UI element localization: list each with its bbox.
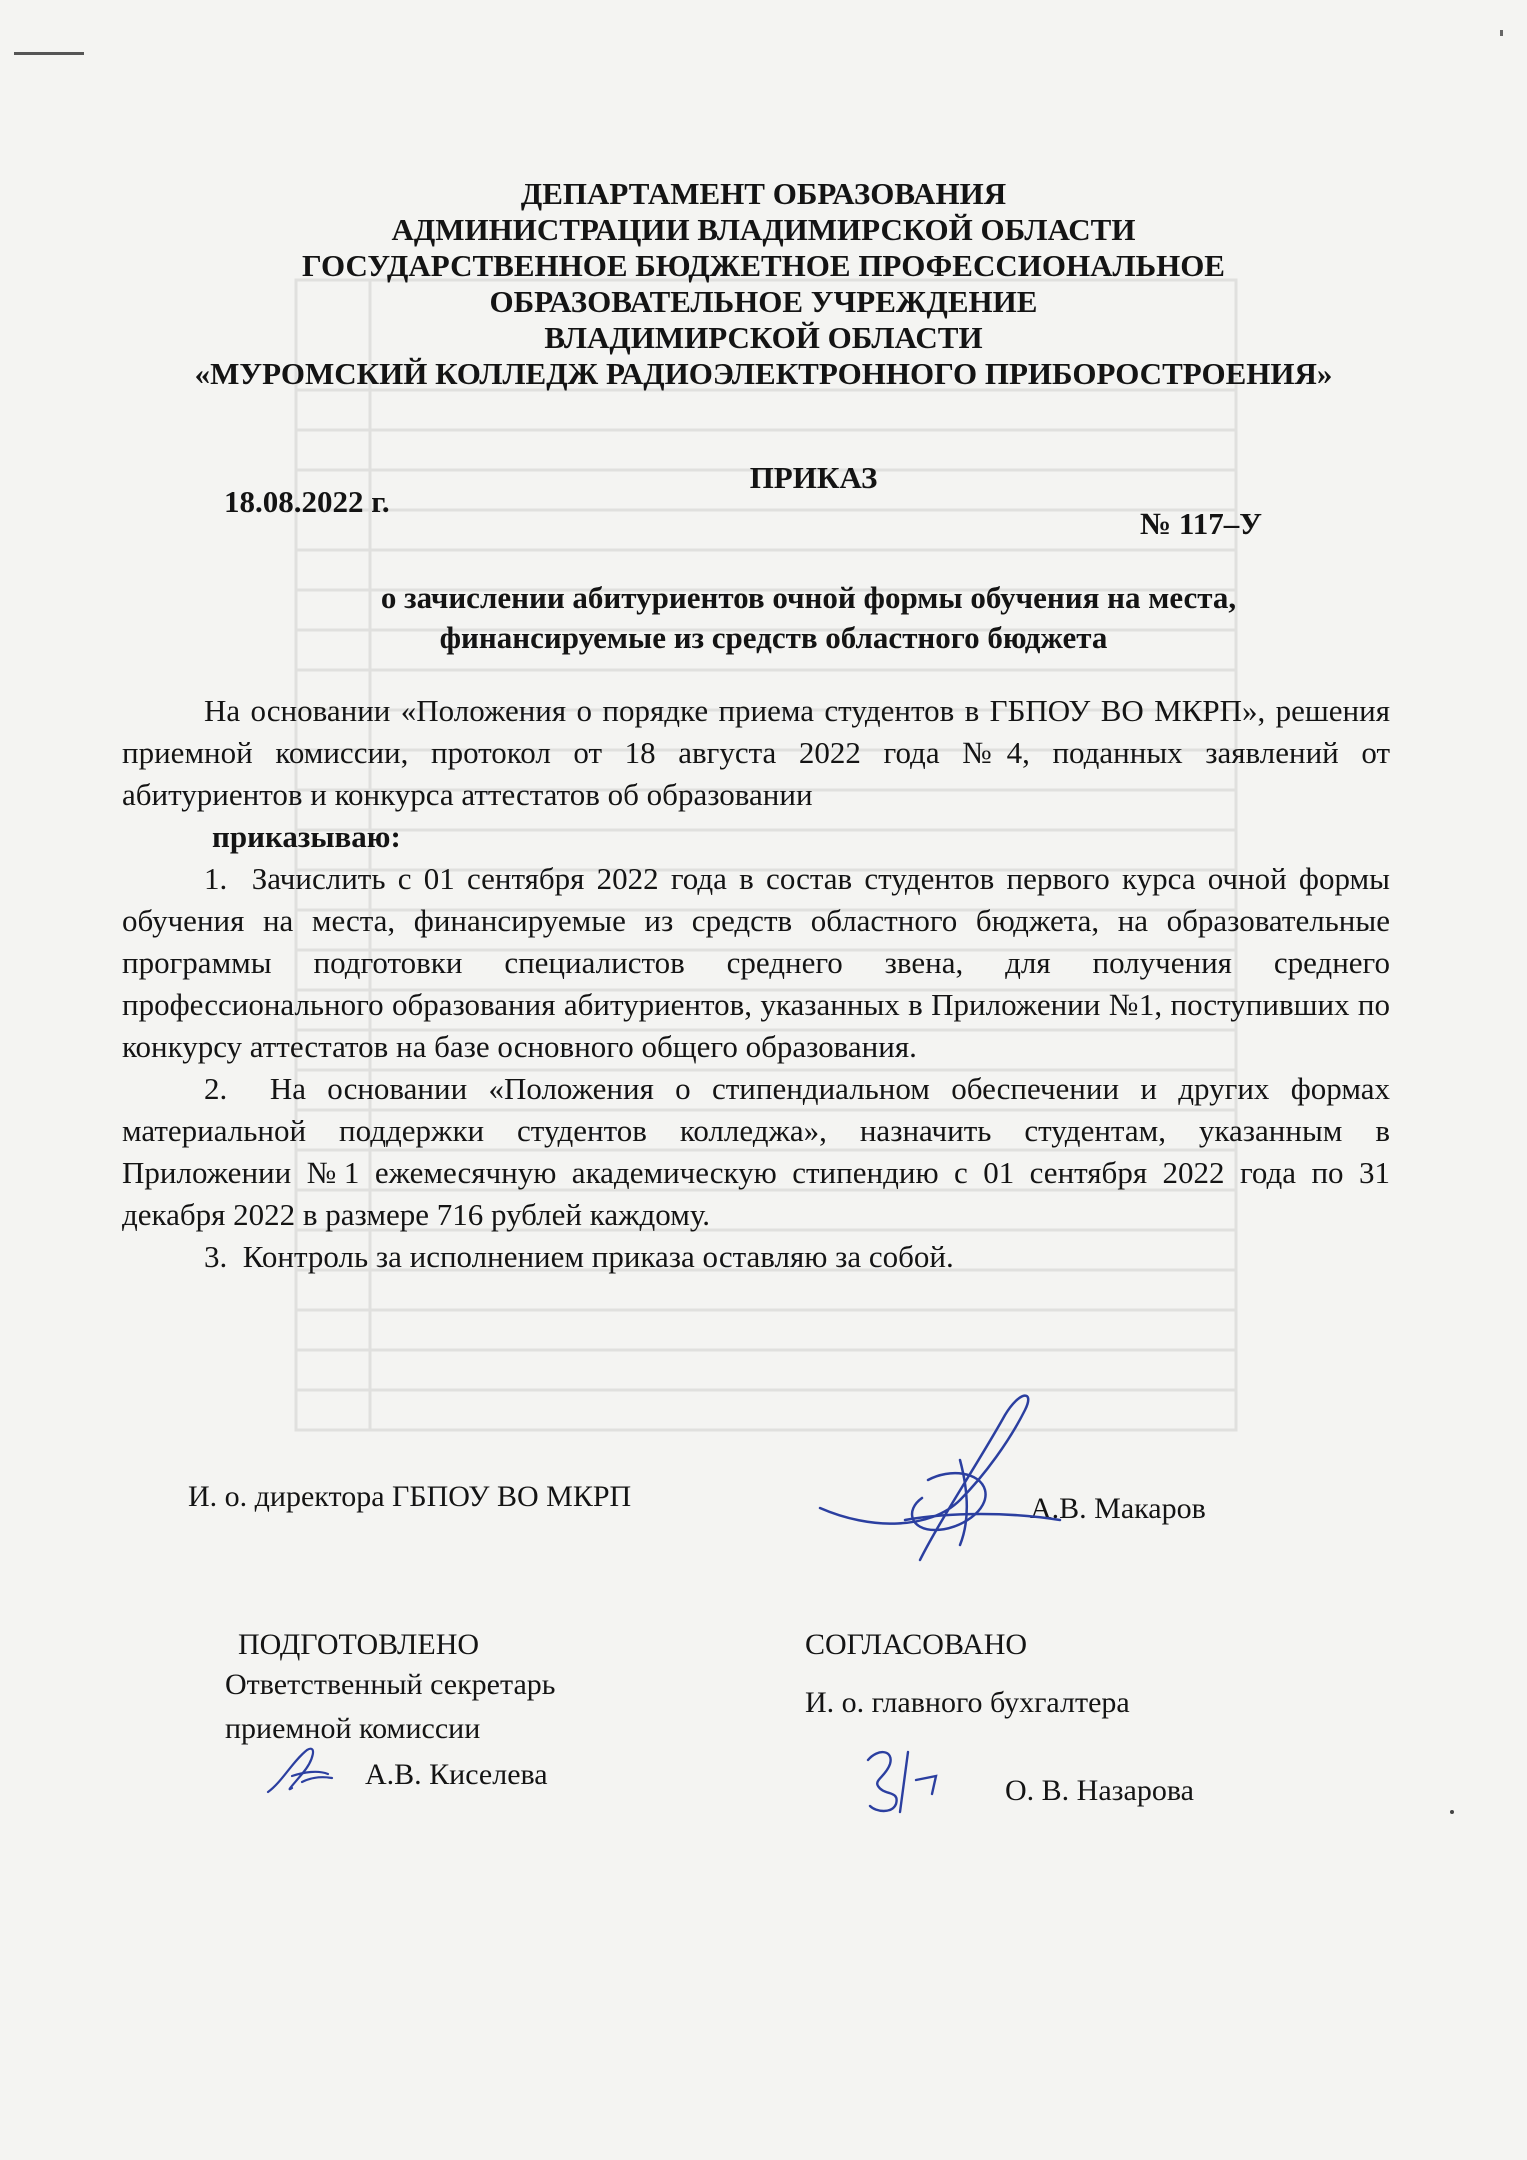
order-subject (0, 578, 1527, 658)
order-date: 18.08.2022 г. (224, 484, 390, 519)
header-line: ОБРАЗОВАТЕЛЬНОЕ УЧРЕЖДЕНИЕ (489, 284, 1038, 319)
item-text: Зачислить с 01 сентября 2022 года в состав студентов первого курса очной формы обучения на места, финансируемые из средств областного бюджета, на образовательные программы подготовки специалистов среднего звена, для получения среднего профессионального образования абитуриентов, указанных в Приложении №1, поступивших по конкурсу аттестатов на базе основного общего образования. (122, 861, 1390, 1064)
directive-text: приказываю: (212, 819, 401, 854)
director-name: А.В. Макаров (1030, 1492, 1206, 1525)
prepared-signature (262, 1742, 342, 1802)
order-item-text (122, 1068, 1390, 1236)
order-body (122, 690, 1390, 1278)
header-line: ВЛАДИМИРСКОЙ ОБЛАСТИ (544, 320, 983, 355)
prepared-role: Ответственный секретарь (225, 1668, 556, 1701)
item-number: 3. (204, 1239, 228, 1274)
agreed-signature (860, 1740, 960, 1820)
scan-mark (14, 52, 84, 55)
item-number: 1. (204, 861, 228, 896)
subject-line: финансируемые из средств областного бюджета (439, 620, 1108, 655)
order-number: № 117–У (1140, 506, 1262, 541)
item-number: 2. (204, 1071, 228, 1106)
header-line: ГОСУДАРСТВЕННОЕ БЮДЖЕТНОЕ ПРОФЕССИОНАЛЬНОЕ (302, 248, 1225, 283)
item-text: Контроль за исполнением приказа оставляю за собой. (242, 1239, 954, 1274)
scan-mark (1500, 30, 1503, 36)
director-title: И. о. директора ГБПОУ ВО МКРП (188, 1480, 632, 1513)
order-title: ПРИКАЗ (749, 460, 878, 495)
order-item-text (122, 1236, 1390, 1278)
director-signature (810, 1380, 1070, 1580)
scan-mark (1450, 1810, 1454, 1814)
header-line: «МУРОМСКИЙ КОЛЛЕДЖ РАДИОЭЛЕКТРОННОГО ПРИБОРОСТРОЕНИЯ» (194, 356, 1333, 391)
organization-header (0, 176, 1527, 392)
header-line: АДМИНИСТРАЦИИ ВЛАДИМИРСКОЙ ОБЛАСТИ (391, 212, 1136, 247)
prepared-role: приемной комиссии (225, 1712, 481, 1745)
agreed-name: О. В. Назарова (1005, 1774, 1194, 1807)
subject-line: о зачислении абитуриентов очной формы обучения на места, (380, 580, 1237, 615)
agreed-role: И. о. главного бухгалтера (805, 1686, 1130, 1719)
preamble-paragraph: На основании «Положения о порядке приема студентов в ГБПОУ ВО МКРП», решения приемной комиссии, протокол от 18 августа 2022 года №4, поданных заявлений от абитуриентов и конкурса аттестатов об образовании (122, 693, 1390, 812)
agreed-heading: СОГЛАСОВАНО (805, 1628, 1028, 1661)
item-text: На основании «Положения о стипендиальном обеспечении и других формах материальной поддержки студентов колледжа», назначить студентам, указанным в Приложении №1 ежемесячную академическую стипендию с 01 сентября 2022 года по 31 декабря 2022 в размере 716 рублей каждому. (122, 1071, 1391, 1232)
header-line: ДЕПАРТАМЕНТ ОБРАЗОВАНИЯ (520, 176, 1007, 211)
prepared-heading: ПОДГОТОВЛЕНО (238, 1628, 480, 1661)
order-item-text (122, 858, 1390, 1068)
prepared-name: А.В. Киселева (365, 1758, 548, 1791)
